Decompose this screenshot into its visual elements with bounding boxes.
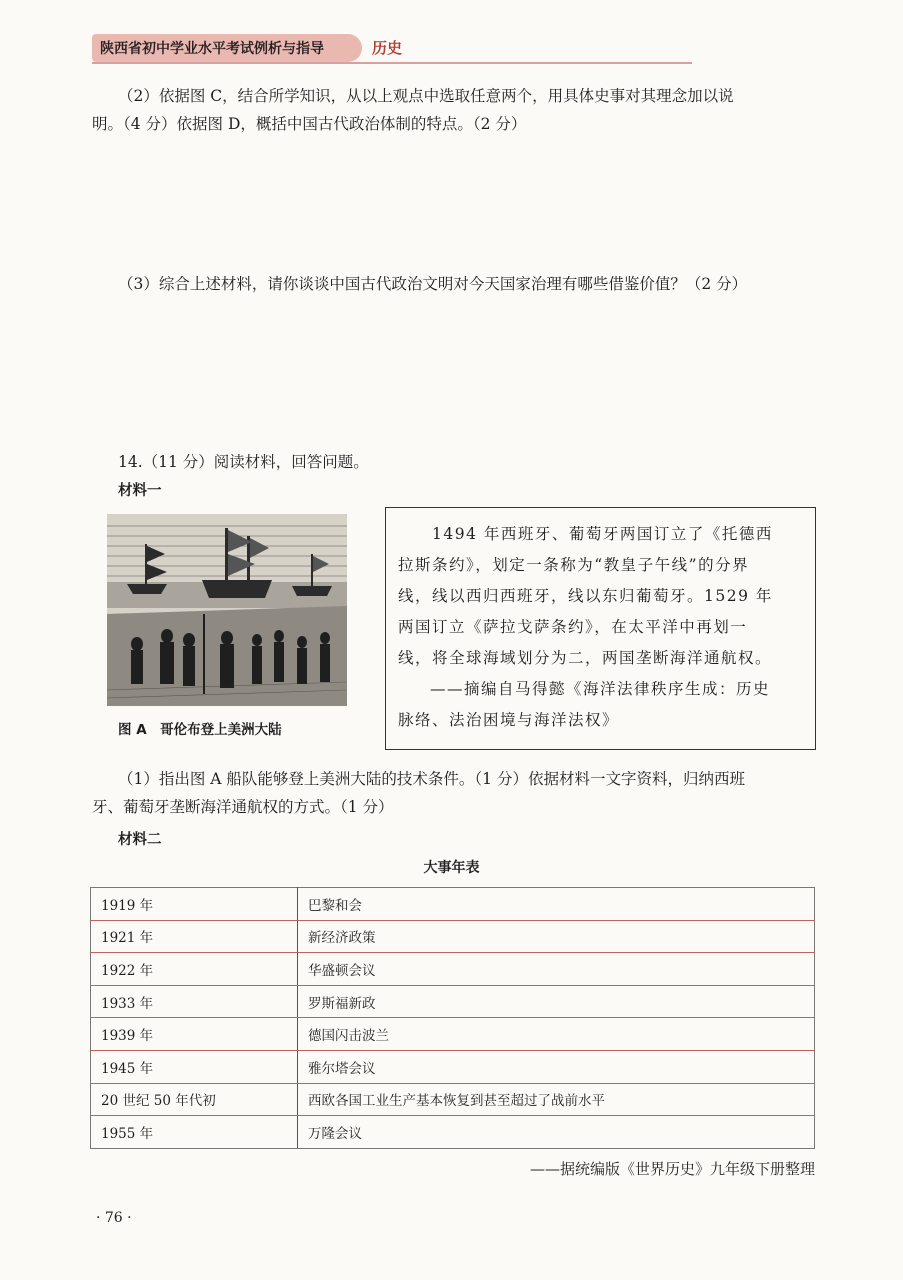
table-row xyxy=(91,1116,815,1149)
q14-sub1-line2: 牙、葡萄牙垄断海洋通航权的方式。（1 分） xyxy=(92,798,394,816)
book-title: 陕西省初中学业水平考试例析与指导 xyxy=(100,41,324,57)
q13-sub2-line2: 明。（4 分）依据图 D，概括中国古代政治体制的特点。（2 分） xyxy=(92,115,527,133)
event-year: 1939 年 xyxy=(91,1018,298,1051)
material1-source-2: 脉络、法治困境与海洋法权》 xyxy=(398,711,620,729)
table-title: 大事年表 xyxy=(423,860,480,876)
q14-intro: 14.（11 分）阅读材料，回答问题。 xyxy=(118,453,369,471)
event-name: 万隆会议 xyxy=(298,1116,815,1149)
table-row xyxy=(91,1018,815,1051)
table-row xyxy=(91,1083,815,1116)
material1-line-4: 两国订立《萨拉戈萨条约》，在太平洋中再划一 xyxy=(398,618,748,636)
event-year: 20 世纪 50 年代初 xyxy=(91,1083,298,1116)
table-row xyxy=(91,888,815,921)
q14-sub1-line1: （1）指出图 A 船队能够登上美洲大陆的技术条件。（1 分）依据材料一文字资料，归纳西班 xyxy=(118,770,745,788)
event-year: 1919 年 xyxy=(91,888,298,921)
figure-a-caption: 图 A 哥伦布登上美洲大陆 xyxy=(118,722,282,738)
page-number: · 76 · xyxy=(96,1210,132,1226)
material1-line-3: 线，线以西归西班牙，线以东归葡萄牙。1529 年 xyxy=(398,587,773,605)
event-name: 华盛顿会议 xyxy=(298,953,815,986)
event-name: 罗斯福新政 xyxy=(298,985,815,1018)
event-year: 1955 年 xyxy=(91,1116,298,1149)
table-row xyxy=(91,1050,815,1083)
event-year: 1933 年 xyxy=(91,985,298,1018)
q13-sub2-line1: （2）依据图 C，结合所学知识，从以上观点中选取任意两个，用具体史事对其理念加以说 xyxy=(118,87,734,105)
event-name: 雅尔塔会议 xyxy=(298,1050,815,1083)
table-row xyxy=(91,953,815,986)
event-name: 巴黎和会 xyxy=(298,888,815,921)
event-name: 德国闪击波兰 xyxy=(298,1018,815,1051)
table-row xyxy=(91,985,815,1018)
columbus-landing-illustration xyxy=(107,514,347,706)
event-name: 新经济政策 xyxy=(298,920,815,953)
material1-source-1: ——摘编自马得懿《海洋法律秩序生成：历史 xyxy=(430,680,771,698)
figure-a-image xyxy=(107,514,347,706)
event-name: 西欧各国工业生产基本恢复到甚至超过了战前水平 xyxy=(298,1083,815,1116)
table-row xyxy=(91,920,815,953)
subject-label: 历史 xyxy=(372,39,403,57)
table-source: ——据统编版《世界历史》九年级下册整理 xyxy=(529,1160,815,1178)
q13-sub3: （3）综合上述材料，请你谈谈中国古代政治文明对今天国家治理有哪些借鉴价值？（2 分） xyxy=(118,275,748,293)
material1-line-5: 线，将全球海域划分为二，两国垄断海洋通航权。 xyxy=(398,649,773,667)
material2-label: 材料二 xyxy=(118,832,162,848)
event-year: 1921 年 xyxy=(91,920,298,953)
material1-label: 材料一 xyxy=(118,483,162,499)
event-year: 1922 年 xyxy=(91,953,298,986)
material1-line-2: 拉斯条约》，划定一条称为“教皇子午线”的分界 xyxy=(398,556,750,574)
event-year: 1945 年 xyxy=(91,1050,298,1083)
events-table xyxy=(90,887,815,1149)
material1-line-1: 1494 年西班牙、葡萄牙两国订立了《托德西 xyxy=(432,525,773,543)
